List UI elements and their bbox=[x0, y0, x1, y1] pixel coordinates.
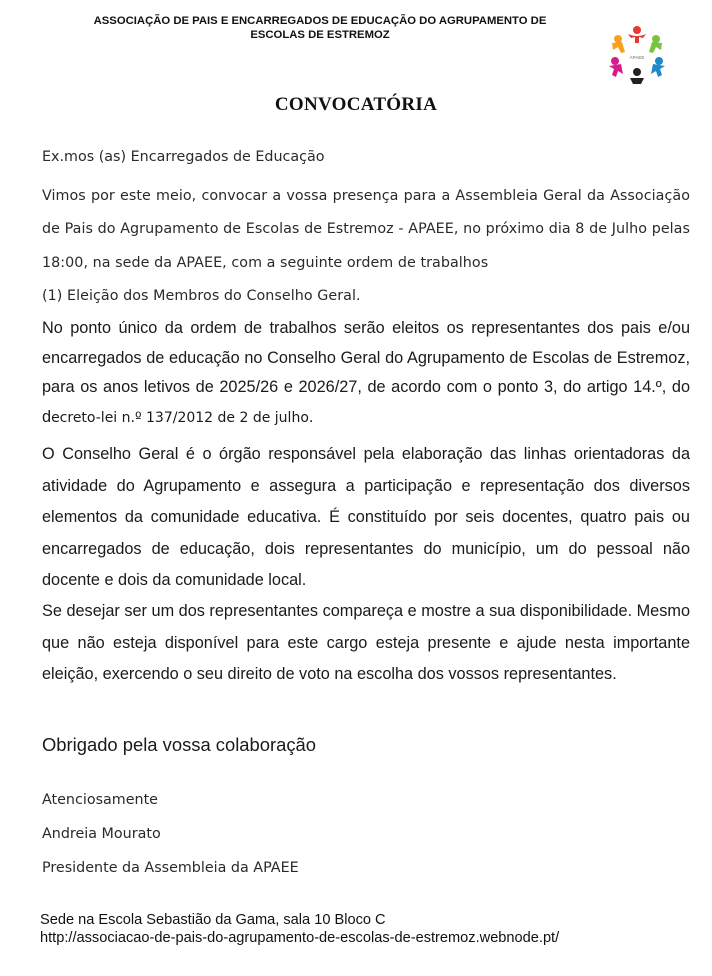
decree-reference: ecreto-lei n.º 137/2012 de 2 de julho bbox=[51, 410, 309, 427]
intro-text: Vimos por este meio, convocar a vossa presença para a Assembleia Geral da Associação de Pais do Agrupamento de Escolas de Estremoz - APAEE, no próximo dia 8 de Julho pelas 18:00, na sede da APAEE, com a seguinte ordem de trabalhos bbox=[42, 188, 690, 271]
general-council-paragraph: O Conselho Geral é o órgão responsável pela elaboração das linhas orientadoras da atividade do Agrupamento e assegura a participação e representação dos diversos elementos da comunidade educativa. É constituído por seis docentes, quatro pais ou encarregados de educação, dois representantes do município, um do pessoal não docente e dois da comunidade local. bbox=[42, 445, 690, 589]
association-name-line2: ESCOLAS DE ESTREMOZ bbox=[250, 29, 390, 41]
page-title: CONVOCATÓRIA bbox=[274, 94, 438, 115]
logo-figure-black bbox=[630, 68, 644, 84]
signature-role: Presidente da Assembleia da APAEE bbox=[42, 860, 299, 876]
agenda-item: (1) Eleição dos Membros do Conselho Geral. bbox=[42, 287, 361, 304]
logo-figure-green bbox=[649, 35, 662, 53]
logo-text: APAEE bbox=[629, 55, 645, 60]
thanks-line: Obrigado pela vossa colaboração bbox=[42, 734, 316, 755]
apaee-logo bbox=[606, 24, 668, 84]
association-header bbox=[40, 14, 600, 42]
single-point-paragraph bbox=[42, 314, 690, 434]
call-to-action-paragraph: Se desejar ser um dos representantes compareça e mostre a sua disponibilidade. Mesmo que não esteja disponível para este cargo esteja presente e ajude nesta importante eleição, exercendo o seu direito de voto na escolha dos vossos representantes. bbox=[42, 602, 690, 683]
signature-closing: Atenciosamente bbox=[42, 792, 158, 808]
footer-address: Sede na Escola Sebastião da Gama, sala 10 Bloco C bbox=[40, 912, 386, 928]
single-point-text: No ponto único da ordem de trabalhos serão eleitos os representantes dos pais e/ou encarregados de educação no Conselho Geral do Agrupamento de Escolas de Estremoz, para os anos letivos de 2025/26 e 2026/27, de acordo com o ponto 3, do artigo 14.º, do d bbox=[42, 319, 690, 427]
logo-figure-magenta bbox=[609, 57, 623, 77]
logo-figure-red bbox=[628, 26, 646, 43]
single-point-period: . bbox=[308, 408, 314, 427]
footer-website-link[interactable]: http://associacao-de-pais-do-agrupamento-de-escolas-de-estremoz.webnode.pt/ bbox=[40, 930, 560, 946]
association-name-line1: ASSOCIAÇÃO DE PAIS E ENCARREGADOS DE EDUCAÇÃO DO AGRUPAMENTO DE bbox=[93, 15, 547, 27]
salutation: Ex.mos (as) Encarregados de Educação bbox=[42, 149, 325, 165]
signature-name: Andreia Mourato bbox=[42, 826, 161, 842]
logo-figure-blue bbox=[651, 57, 665, 77]
logo-figure-orange bbox=[612, 35, 625, 53]
intro-paragraph bbox=[42, 180, 690, 313]
footer bbox=[40, 911, 680, 947]
